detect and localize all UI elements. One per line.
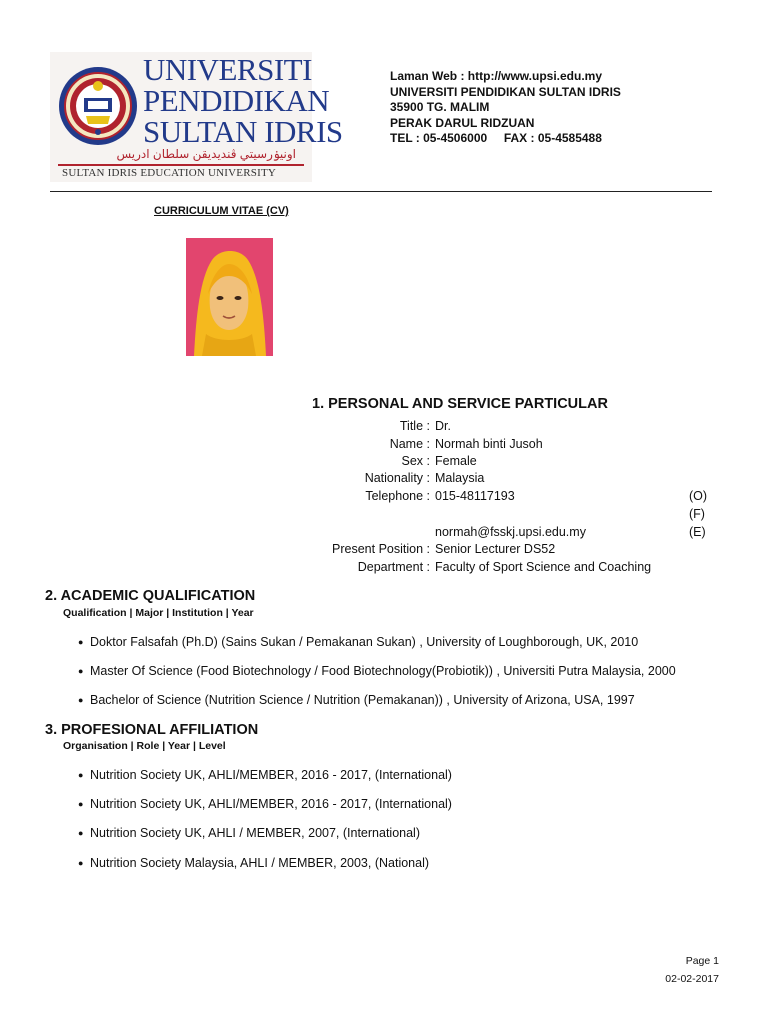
logo-line-1: UNIVERSITI [143, 52, 312, 87]
university-logo [50, 52, 343, 182]
state-line: PERAK DARUL RIDZUAN [390, 115, 535, 130]
bullet-icon: ● [78, 799, 84, 809]
academic-section-heading: 2. ACADEMIC QUALIFICATION [45, 588, 256, 604]
nationality-label: Nationality : [364, 471, 430, 485]
bullet-icon: ● [78, 666, 84, 676]
sex-value: Female [435, 454, 477, 468]
bullet-icon: ● [78, 858, 84, 868]
department-label: Department : [357, 560, 430, 574]
academic-subheading: Qualification | Major | Institution | Year [63, 607, 254, 619]
academic-item-text: Master Of Science (Food Biotechnology / Food Biotechnology(Probiotik)) , Universiti Putra Malaysia, 2000 [90, 664, 676, 678]
university-seal-icon [58, 58, 138, 154]
sex-label: Sex : [401, 454, 430, 468]
list-item [78, 693, 635, 707]
affiliation-item-text: Nutrition Society UK, AHLI/MEMBER, 2016 - 2017, (International) [90, 797, 452, 811]
website-line: Laman Web : http://www.upsi.edu.my [390, 69, 603, 83]
profile-photo [186, 238, 273, 356]
name-label: Name : [389, 437, 430, 451]
logo-jawi-script: اونيۏرسيتي ڤنديديقن سلطان ادريس [116, 147, 296, 161]
cv-title: CURRICULUM VITAE (CV) [154, 205, 289, 217]
affiliation-item-text: Nutrition Society Malaysia, AHLI / MEMBER, 2003, (National) [90, 856, 430, 870]
affiliation-item-text: Nutrition Society UK, AHLI / MEMBER, 2007, (International) [90, 826, 420, 840]
position-value: Senior Lecturer DS52 [435, 542, 556, 556]
affiliation-item-text: Nutrition Society UK, AHLI/MEMBER, 2016 - 2017, (International) [90, 768, 452, 782]
title-value: Dr. [435, 419, 451, 433]
affiliation-subheading: Organisation | Role | Year | Level [63, 740, 226, 752]
logo-line-2: PENDIDIKAN [143, 83, 330, 118]
page-number: Page 1 [685, 955, 719, 967]
header-divider [50, 191, 712, 192]
academic-item-text: Bachelor of Science (Nutrition Science / Nutrition (Pemakanan)) , University of Arizona, USA, 1997 [90, 693, 635, 707]
logo-subtitle: SULTAN IDRIS EDUCATION UNIVERSITY [62, 167, 277, 179]
list-item [78, 797, 452, 811]
telephone-label: Telephone : [365, 489, 430, 503]
title-label: Title : [399, 419, 430, 433]
contact-block [390, 69, 621, 147]
nationality-value: Malaysia [435, 471, 485, 485]
list-item [78, 768, 452, 782]
fax-code: (F) [689, 507, 705, 521]
email-code: (E) [689, 525, 706, 539]
bullet-icon: ● [78, 828, 84, 838]
department-value: Faculty of Sport Science and Coaching [435, 560, 652, 574]
phone-fax-line: TEL : 05-4506000 FAX : 05-4585488 [390, 131, 602, 145]
list-item [78, 856, 429, 870]
bullet-icon: ● [78, 637, 84, 647]
logo-divider [58, 164, 304, 166]
position-label: Present Position : [332, 542, 430, 556]
bullet-icon: ● [78, 770, 84, 780]
list-item [78, 664, 676, 678]
list-item [78, 635, 638, 649]
affiliation-section-heading: 3. PROFESIONAL AFFILIATION [45, 722, 259, 738]
email-value: normah@fsskj.upsi.edu.my [435, 525, 586, 539]
logo-line-3: SULTAN IDRIS [143, 114, 343, 149]
name-value: Normah binti Jusoh [435, 437, 543, 451]
list-item [78, 826, 420, 840]
bullet-icon: ● [78, 695, 84, 705]
academic-item-text: Doktor Falsafah (Ph.D) (Sains Sukan / Pemakanan Sukan) , University of Loughborough, UK, 2010 [90, 635, 639, 649]
postcode-line: 35900 TG. MALIM [390, 100, 490, 114]
personal-section-heading: 1. PERSONAL AND SERVICE PARTICULAR [312, 396, 608, 412]
office-code: (O) [689, 489, 708, 503]
telephone-value: 015-48117193 [435, 489, 515, 503]
page-date: 02-02-2017 [665, 973, 719, 985]
university-name-line: UNIVERSITI PENDIDIKAN SULTAN IDRIS [390, 84, 621, 99]
